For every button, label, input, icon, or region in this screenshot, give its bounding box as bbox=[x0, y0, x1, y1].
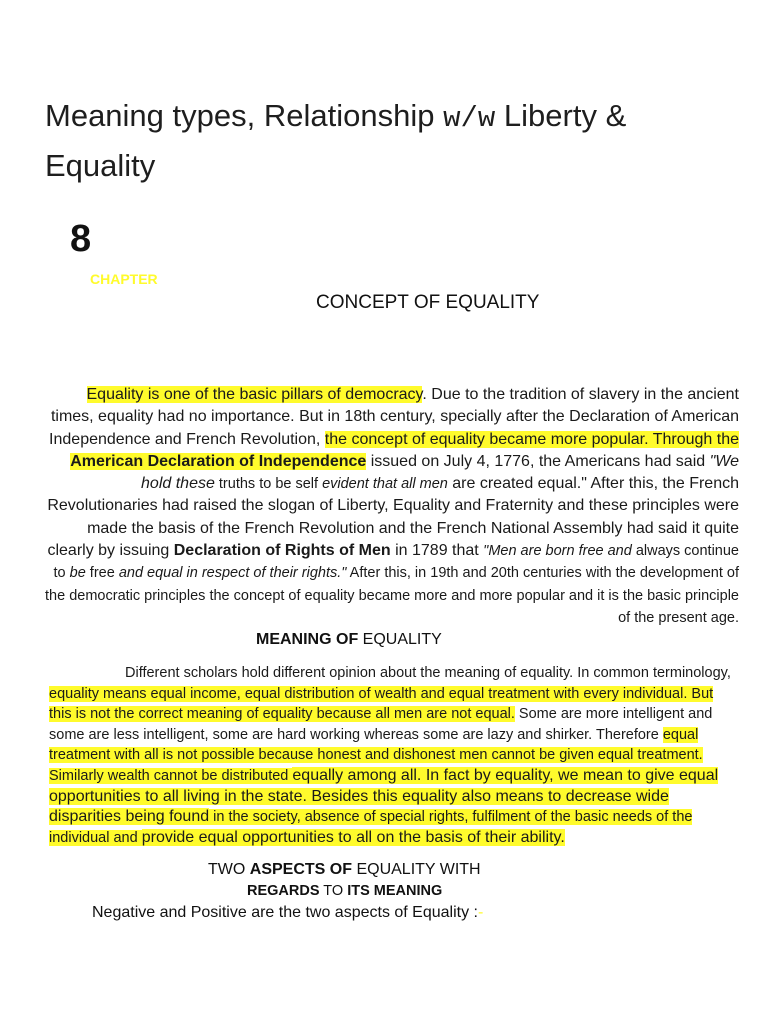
paragraph-text: Different scholars hold different opinion about the meaning of equality. In common terminology, bbox=[125, 665, 731, 681]
paragraph-text: issued on July 4, 1776, the Americans had said bbox=[366, 452, 710, 470]
heading-normal: EQUALITY bbox=[358, 631, 442, 648]
quote-italic: "Men are born free and bbox=[483, 543, 632, 560]
quote-italic: evident that all men bbox=[322, 476, 448, 493]
heading-normal: TWO bbox=[208, 861, 250, 878]
paragraph-text: are created equal." After this, the French Revolutionaries had raised the slogan of Liberty, Equality and Fraternity and these principles were made the basis of the French Revolution and the French National Assembly had said it quite clearly by issuing bbox=[47, 475, 739, 560]
heading-bold: MEANING OF bbox=[256, 631, 359, 648]
quote-italic: be bbox=[69, 565, 86, 582]
highlight-text: equal treatment with all is not possible because honest and dishonest men cannot be given equal treatment. Similarly wealth cannot be distributed bbox=[49, 726, 703, 784]
highlight-text: provide equal opportunities to all on the basis of their ability. bbox=[141, 828, 565, 846]
trailing-dash: - bbox=[478, 904, 484, 921]
quote-italic: "We hold these bbox=[141, 452, 739, 493]
heading-normal: EQUALITY WITH bbox=[352, 861, 481, 878]
paragraph-text: After this, in 19th and 20th centuries with the development of the democratic principles the concept of equality became more and more popular and it is the basic principle of the present age. bbox=[45, 565, 739, 626]
section-heading-aspects bbox=[208, 861, 481, 879]
title-mono: w/w bbox=[443, 102, 496, 135]
highlight-text: equality means equal income, equal distribution of wealth and equal treatment with every individual. But this is not the correct meaning of equality because all men are not equal. bbox=[49, 685, 714, 723]
chapter-label: CHAPTER bbox=[90, 271, 158, 287]
highlight-text: the concept of equality became more popular. Through the bbox=[324, 430, 739, 448]
document-title bbox=[45, 92, 735, 189]
paragraph-concept bbox=[40, 384, 739, 629]
bold-text: Declaration of Rights of Men bbox=[173, 542, 391, 560]
paragraph-meaning bbox=[49, 663, 739, 848]
heading-bold: REGARDS bbox=[247, 883, 320, 899]
highlight-text: Equality is one of the basic pillars of democracy bbox=[86, 386, 423, 403]
paragraph-text: . Due to the tradition of slavery in the ancient times, equality had no importance. But in 18th century, specially after the Declaration of American Independence and French Revolution, bbox=[49, 386, 739, 448]
paragraph-text: Some are more intelligent and some are less intelligent, some are hard working whereas some are lazy and shirker. Therefore bbox=[49, 706, 713, 743]
chapter-number: 8 bbox=[70, 218, 92, 260]
heading-bold: ASPECTS OF bbox=[249, 861, 352, 878]
heading-normal: TO bbox=[319, 883, 348, 899]
aspects-intro-line bbox=[92, 904, 483, 922]
title-part2: Liberty & Equality bbox=[45, 98, 627, 183]
quote-italic: and equal in respect of their rights." bbox=[118, 565, 347, 582]
paragraph-text: in 1789 that bbox=[390, 542, 484, 560]
paragraph-text: free bbox=[85, 565, 119, 582]
paragraph-text: always continue to bbox=[53, 543, 739, 582]
section-heading-meaning bbox=[256, 631, 442, 649]
section-subheading-aspects bbox=[247, 883, 442, 899]
section-heading-concept: CONCEPT OF EQUALITY bbox=[316, 292, 540, 313]
paragraph-text: truths to be self bbox=[214, 476, 323, 493]
heading-bold: ITS MEANING bbox=[347, 883, 443, 899]
paragraph-text: Negative and Positive are the two aspects of Equality : bbox=[92, 904, 478, 921]
title-part1: Meaning types, Relationship bbox=[45, 98, 444, 133]
highlight-text: equally among all. In fact by equality, we mean to give equal opportunities to all living in the state. Besides this equality also means to decrease wide disparities being found bbox=[49, 766, 719, 826]
highlight-text: in the society, absence of special rights, fulfilment of the basic needs of the individual and bbox=[49, 809, 693, 846]
highlight-bold-text: American Declaration of Independence bbox=[70, 452, 367, 470]
